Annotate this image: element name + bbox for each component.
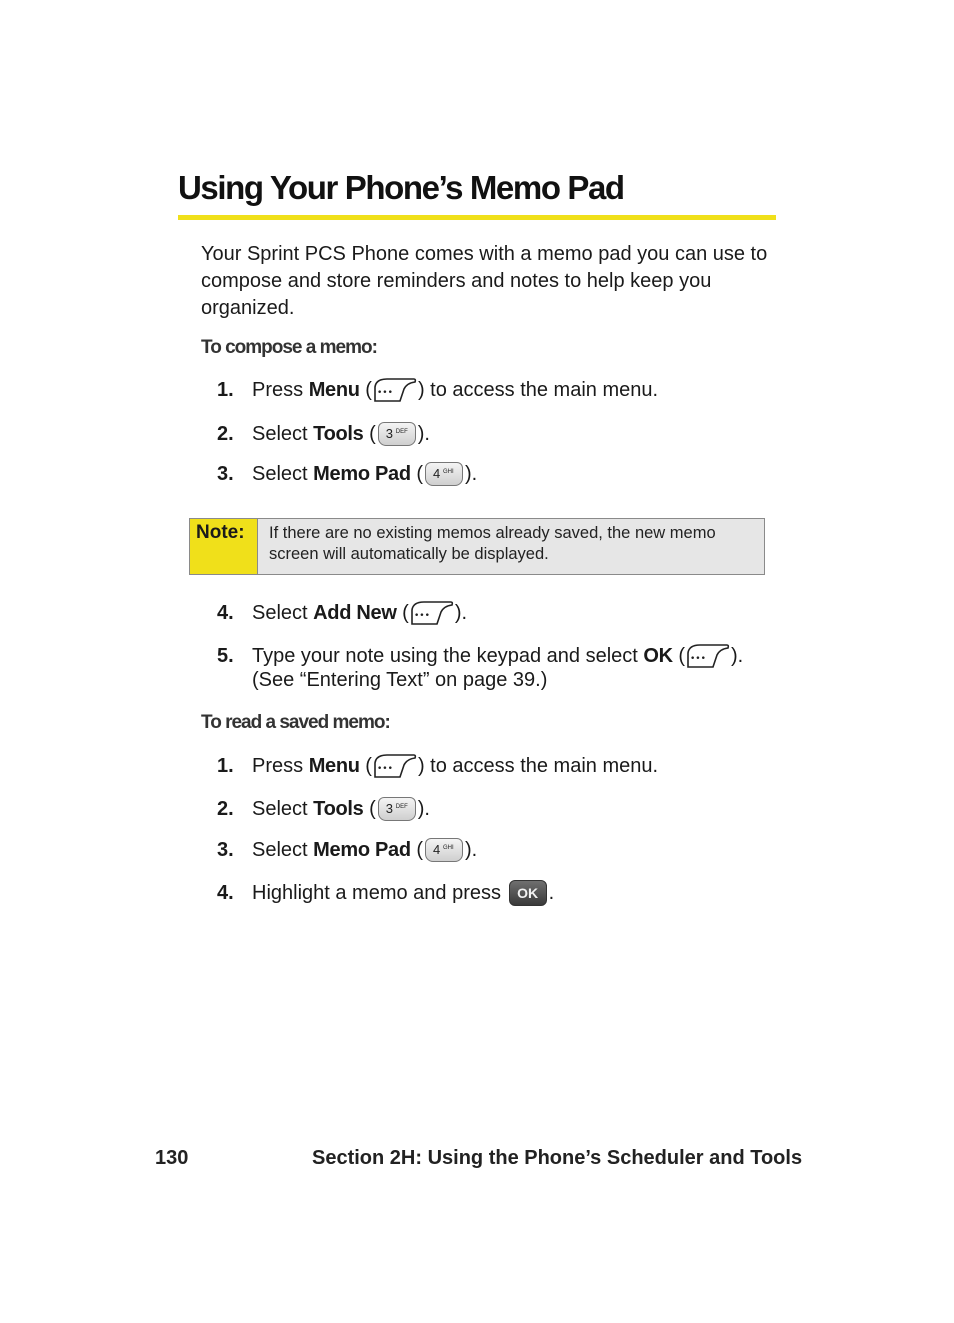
key-4-ghi-icon: 4 GHI xyxy=(425,838,463,862)
step-text: Press xyxy=(252,378,309,401)
step-select-tools: 2. Select Tools ( 3 DEF ). xyxy=(217,422,430,445)
left-softkey-icon xyxy=(686,643,730,669)
key-4-ghi-icon: 4 GHI xyxy=(425,462,463,486)
left-softkey-icon xyxy=(373,377,417,403)
step-press-menu: 1. Press Menu ( ••• ) to access the main menu. xyxy=(217,375,658,405)
ok-label: OK xyxy=(643,644,673,667)
ok-key-icon: OK xyxy=(509,880,547,906)
step-press-menu: 1. Press Menu ( ••• ) to access the main menu. xyxy=(217,751,658,781)
add-new-label: Add New xyxy=(313,601,397,624)
memo-pad-label: Memo Pad xyxy=(313,462,411,485)
step-highlight-memo: 4. Highlight a memo and press OK . xyxy=(217,878,554,908)
tools-label: Tools xyxy=(313,422,364,445)
intro-paragraph: Your Sprint PCS Phone comes with a memo pad you can use to compose and store reminders and notes to help keep you organized. xyxy=(201,243,768,319)
memo-pad-label: Memo Pad xyxy=(313,838,411,861)
step-type-note: 5. Type your note using the keypad and select OK ( ••• ). (See “Entering Text” on page 39.) xyxy=(217,644,744,691)
step-select-memo-pad: 3. Select Memo Pad ( 4 GHI ). xyxy=(217,838,478,861)
note-label: Note: xyxy=(190,519,258,574)
key-3-def-icon: 3 DEF xyxy=(378,422,416,446)
svg-text:•••: ••• xyxy=(690,654,706,664)
note-text: If there are no existing memos already saved, the new memo screen will automatically be displayed. xyxy=(269,524,716,563)
step-select-add-new: 4. Select Add New ( ••• ). xyxy=(217,598,467,628)
compose-memo-heading: To compose a memo: xyxy=(201,337,377,358)
left-softkey-icon xyxy=(410,600,454,626)
note-box xyxy=(189,518,765,575)
tools-label: Tools xyxy=(313,797,364,820)
read-memo-heading: To read a saved memo: xyxy=(201,712,390,733)
menu-label: Menu xyxy=(308,378,360,401)
svg-text:•••: ••• xyxy=(376,764,393,774)
page-title: Using Your Phone’s Memo Pad xyxy=(178,169,624,206)
left-softkey-icon xyxy=(373,753,417,779)
cross-reference-text: (See “Entering Text” on page 39.) xyxy=(252,669,548,691)
svg-text:•••: ••• xyxy=(413,611,430,621)
step-select-tools: 2. Select Tools ( 3 DEF ). xyxy=(217,797,430,820)
title-underline xyxy=(178,215,776,220)
key-3-def-icon: 3 DEF xyxy=(378,797,416,821)
step-select-memo-pad: 3. Select Memo Pad ( 4 GHI ). xyxy=(217,462,478,485)
running-footer: Section 2H: Using the Phone’s Scheduler and Tools xyxy=(312,1147,803,1169)
page-number: 130 xyxy=(155,1147,189,1169)
svg-text:•••: ••• xyxy=(376,388,393,398)
step-number: 1. xyxy=(217,378,234,401)
menu-label: Menu xyxy=(308,754,360,777)
